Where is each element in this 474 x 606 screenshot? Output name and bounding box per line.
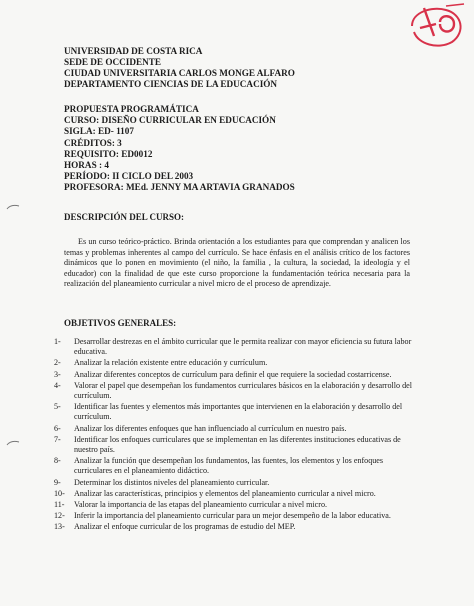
- objective-number: 1-: [54, 337, 61, 346]
- objective-number: 2-: [54, 358, 61, 368]
- objective-item: [54, 488, 416, 499]
- objective-text: Analizar diferentes conceptos de currículum para definir el que requiere la sociedad costarricense.: [74, 369, 392, 379]
- objective-item: [54, 423, 416, 434]
- objective-number: 12-: [54, 511, 65, 521]
- department-name: DEPARTAMENTO CIENCIAS DE LA EDUCACIÓN: [64, 79, 278, 89]
- objective-item: [54, 511, 416, 521]
- objective-text: Desarrollar destrezas en el ámbito curricular que le permita realizar con mayor eficiencia su futura labor educativa.: [74, 337, 412, 357]
- objective-text: Identificar las fuentes y elementos más importantes que intervienen en la elaboración y desarrollo del currículum.: [74, 402, 403, 422]
- course-hours: HORAS : 4: [64, 160, 109, 171]
- objective-text: Identificar los enfoques curriculares que se implementan en las diferentes instituciones educativas de nuestro país.: [74, 434, 401, 455]
- city-name: CIUDAD UNIVERSITARIA CARLOS MONGE ALFARO: [64, 68, 295, 78]
- institution-header: [64, 46, 424, 90]
- objective-item: [54, 380, 416, 401]
- objectives-list: [54, 337, 416, 534]
- objective-item: [54, 434, 416, 455]
- objective-item: [54, 522, 416, 532]
- course-prerequisite: REQUISITO: ED0012: [64, 148, 153, 159]
- objective-text: Analizar la relación existente entre educación y currículum.: [74, 358, 268, 368]
- objective-number: 5-: [54, 402, 61, 412]
- handwritten-grade-mark: [406, 2, 470, 50]
- objective-number: 4-: [54, 380, 61, 390]
- objectives-heading: OBJETIVOS GENERALES:: [64, 318, 177, 328]
- margin-mark: [6, 440, 20, 446]
- objective-number: 10-: [54, 488, 65, 498]
- description-body: Es un curso teórico-práctico. Brinda orientación a los estudiantes para que comprendan y analicen los temas y problemas inherentes al campo del currículo. Se hace énfasis en el análisis crítico de los factores dinámicos que lo ponen en movimiento (el niño, la familia , la cultura, la sociedad, la ideología y el educador) con la finalidad de que este curso proporcione la fundamentación teórica necesaria para la realización del planeamiento curricular a nivel micro de el proceso de aprendizaje.: [64, 237, 410, 289]
- objective-item: [54, 500, 416, 510]
- objective-number: 11-: [54, 500, 65, 510]
- objective-text: Inferir la importancia del planeamiento curricular para un mejor desempeño de la labor educativa.: [74, 511, 391, 521]
- objective-item: [54, 337, 416, 357]
- objective-number: 3-: [54, 369, 61, 379]
- objective-text: Analizar el enfoque curricular de los programas de estudio del MEP.: [74, 522, 296, 532]
- course-period: PERÍODO: II CICLO DEL 2003: [64, 171, 194, 182]
- objective-number: 8-: [54, 456, 61, 466]
- description-heading: DESCRIPCIÓN DEL CURSO:: [64, 212, 185, 222]
- objective-item: [54, 477, 416, 488]
- program-title: PROPUESTA PROGRAMÁTICA: [64, 104, 199, 114]
- objective-number: 13-: [54, 522, 65, 532]
- objective-text: Valorar la importancia de las etapas del planeamiento curricular a nivel micro.: [74, 500, 328, 510]
- objective-number: 7-: [54, 434, 61, 444]
- objective-item: [54, 456, 416, 476]
- objective-item: [54, 402, 416, 422]
- course-name: CURSO: DISEÑO CURRICULAR EN EDUCACIÓN: [64, 115, 276, 126]
- objective-text: Analizar la función que desempeñan los fundamentos, las fuentes, los elementos y los enfoques curriculares en el planeamiento didáctico.: [74, 456, 384, 476]
- course-professor: PROFESORA: MEd. JENNY MA ARTAVIA GRANADOS: [64, 182, 295, 193]
- objective-text: Analizar los diferentes enfoques que han influenciado al currículum en nuestro país.: [74, 423, 347, 433]
- margin-mark: [6, 204, 20, 210]
- objective-number: 6-: [54, 423, 61, 433]
- objective-item: [54, 369, 416, 380]
- objective-text: Valorar el papel que desempeñan los fundamentos curriculares básicos en la elaboración y desarrollo del currículum.: [74, 380, 413, 401]
- course-credits: CRÉDITOS: 3: [64, 137, 122, 148]
- course-code: SIGLA: ED- 1107: [64, 126, 134, 137]
- campus-name: SEDE DE OCCIDENTE: [64, 57, 162, 67]
- objective-item: [54, 358, 416, 368]
- university-name: UNIVERSIDAD DE COSTA RICA: [64, 46, 203, 56]
- objective-text: Determinar los distintos niveles del planeamiento curricular.: [74, 477, 270, 487]
- objective-text: Analizar las características, principios y elementos del planeamiento curricular a nivel micro.: [74, 488, 376, 498]
- program-info: [64, 104, 424, 194]
- description-text: [64, 237, 410, 290]
- objective-number: 9-: [54, 477, 61, 487]
